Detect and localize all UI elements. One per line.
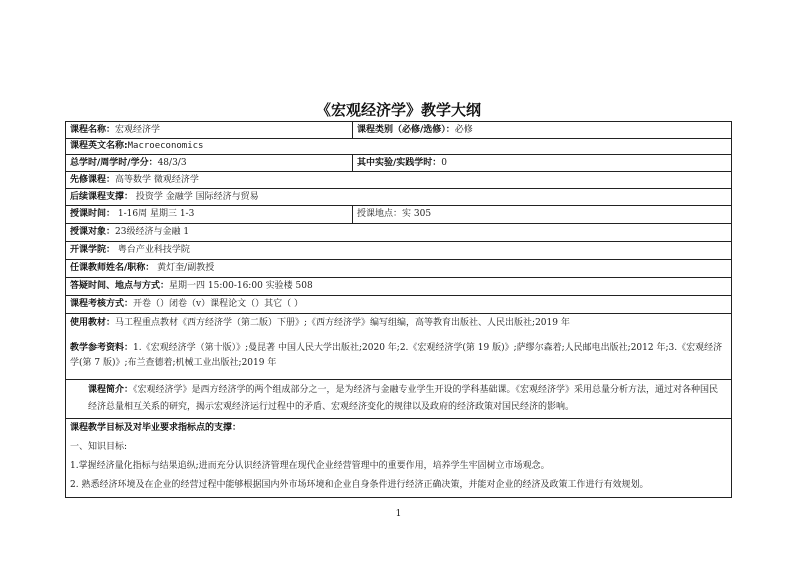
document-title: 《宏观经济学》教学大纲 [315, 101, 481, 119]
goal-item: 1.掌握经济量化指标与结果追纵;进而充分认识经济管理在现代企业经营管理中的重要作用，培养学生牢固树立市场观念。 [70, 461, 550, 471]
textbook-cell [66, 314, 732, 380]
college-cell: 开课学院： 粤台产业科技学院 [66, 242, 732, 260]
qa-cell: 答疑时间、地点与方式：星期一四 15:00-16:00 实验楼 508 [66, 278, 732, 296]
reference-line: 教学参考资料：1.《宏观经济学（第十版）》;曼昆著 中国人民大学出版社;2020 年;2.《宏观经济学(第 19 版)》;萨缪尔森着;人民邮电出版社;2012 年;3.《宏观经济学(第 7 版)》;布兰查德着;机械工业出版社;2019 年 [70, 343, 723, 368]
time-cell: 授课时间： 1-16周 星期三 1-3 [66, 206, 353, 224]
follow-up-cell: 后续课程支撑： 投资学 金融学 国际经济与贸易 [66, 189, 732, 206]
page-number: 1 [395, 509, 402, 519]
syllabus-table [65, 121, 732, 498]
course-name-cell: 课程名称：宏观经济学 [66, 122, 353, 139]
goals-heading: 课程教学目标及对毕业要求指标点的支撑： [70, 423, 242, 433]
intro-cell: 课程简介：《宏观经济学》是西方经济学的两个组成部分之一，是为经济与金融专业学生开设的学科基础课。《宏观经济学》采用总量分析方法，通过对各种国民经济总量相互关系的研究，揭示宏观经济运行过程中的矛盾、宏观经济变化的规律以及政府的经济政策对国民经济的影响。 [66, 380, 732, 419]
lab-hours-cell: 其中实验/实践学时：0 [353, 155, 732, 172]
textbook-line: 使用教材：马工程重点教材《西方经济学（第二版）下册》;《西方经济学》编写组编，高等教育出版社、人民出版社;2019 年 [70, 318, 570, 328]
place-cell: 授课地点：实 305 [353, 206, 732, 224]
prerequisite-cell: 先修课程：高等数学 微观经济学 [66, 172, 732, 189]
english-name-cell: 课程英文名称:Macroeconomics [66, 139, 732, 155]
exam-cell: 课程考核方式：开卷（）闭卷（v）课程论文（）其它（ ） [66, 296, 732, 314]
goals-subheading: 一、知识目标: [70, 442, 128, 452]
goal-item: 2. 熟悉经济环境及在企业的经营过程中能够根据国内外市场环境和企业自身条件进行经济正确决策，并能对企业的经济及政策工作进行有效规划。 [70, 480, 649, 490]
course-type-cell: 课程类别（必修/选修）：必修 [353, 122, 732, 139]
hours-cell: 总学时/周学时/学分：48/3/3 [66, 155, 353, 172]
teacher-cell: 任课教师姓名/职称： 黄灯奎/副教授 [66, 260, 732, 278]
goals-cell [66, 419, 732, 498]
target-cell: 授课对象：23级经济与金融 1 [66, 224, 732, 242]
